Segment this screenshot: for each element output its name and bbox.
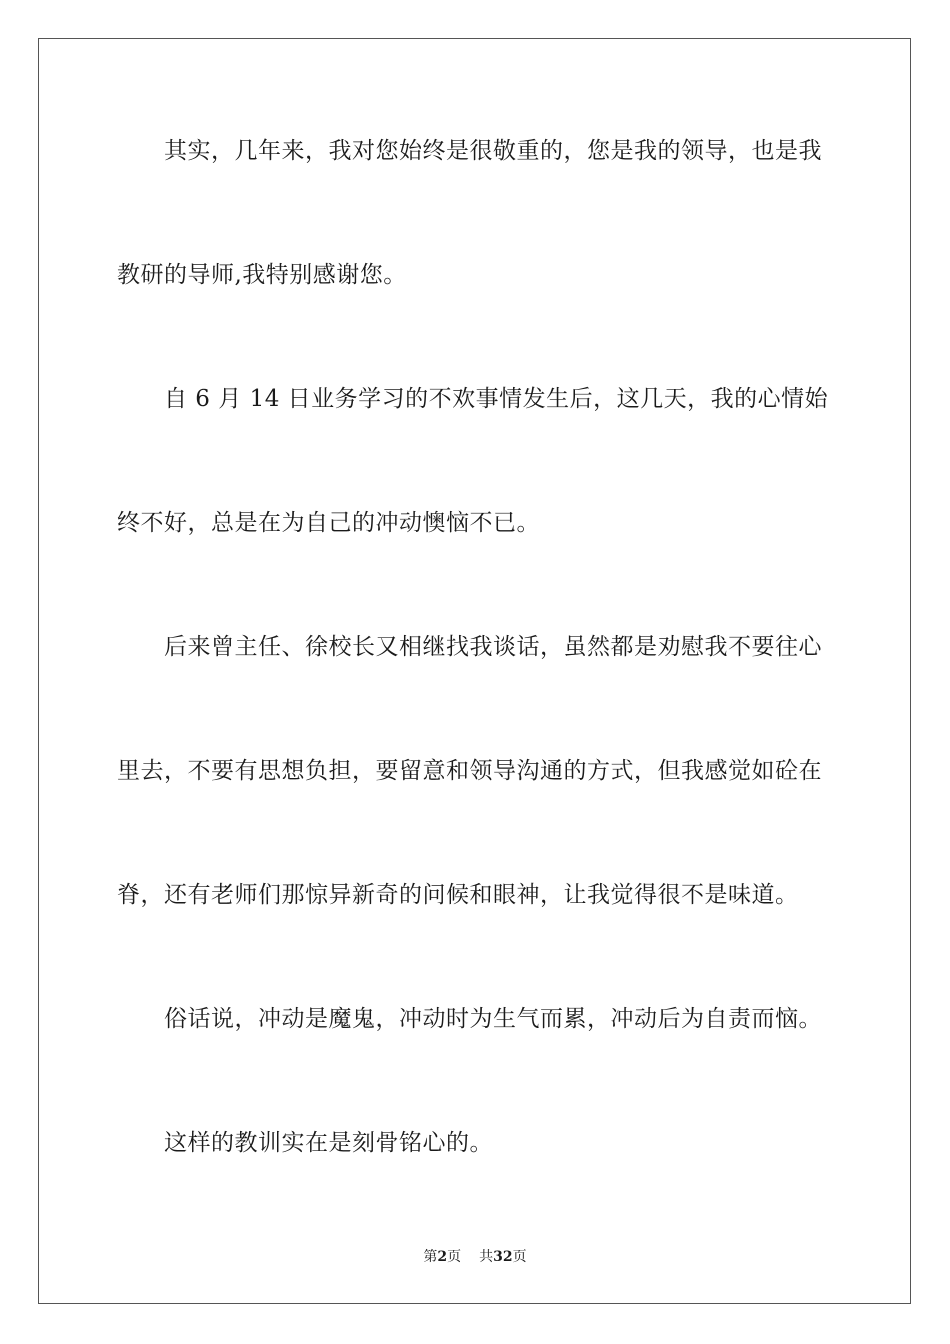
page-prefix: 第 (423, 1249, 438, 1265)
paragraph-5-line-1: 这样的教训实在是刻骨铭心的。 (164, 1130, 493, 1156)
total-prefix: 共 (479, 1249, 494, 1265)
paragraph-1-line-2: 教研的导师,我特别感谢您。 (117, 262, 407, 288)
paragraph-3-line-3: 脊，还有老师们那惊异新奇的问候和眼神，让我觉得很不是味道。 (117, 882, 799, 908)
paragraph-2-line-2: 终不好，总是在为自己的冲动懊恼不已。 (117, 510, 540, 536)
page-suffix: 页 (447, 1249, 462, 1265)
paragraph-3-line-1: 后来曾主任、徐校长又相继找我谈话，虽然都是劝慰我不要往心 (164, 634, 822, 660)
paragraph-3-line-2: 里去，不要有思想负担，要留意和领导沟通的方式，但我感觉如砼在 (117, 758, 822, 784)
paragraph-4-line-1: 俗话说，冲动是魔鬼，冲动时为生气而累，冲动后为自责而恼。 (164, 1006, 822, 1032)
page-number: 2 (437, 1249, 448, 1265)
total-pages: 32 (493, 1249, 513, 1265)
paragraph-2-line-1: 自 6 月 14 日业务学习的不欢事情发生后，这几天，我的心情始 (164, 386, 829, 412)
page-frame (38, 38, 911, 1304)
page-footer (0, 1246, 950, 1266)
paragraph-1-line-1: 其实，几年来，我对您始终是很敬重的，您是我的领导，也是我 (164, 138, 822, 164)
total-suffix: 页 (512, 1249, 527, 1265)
